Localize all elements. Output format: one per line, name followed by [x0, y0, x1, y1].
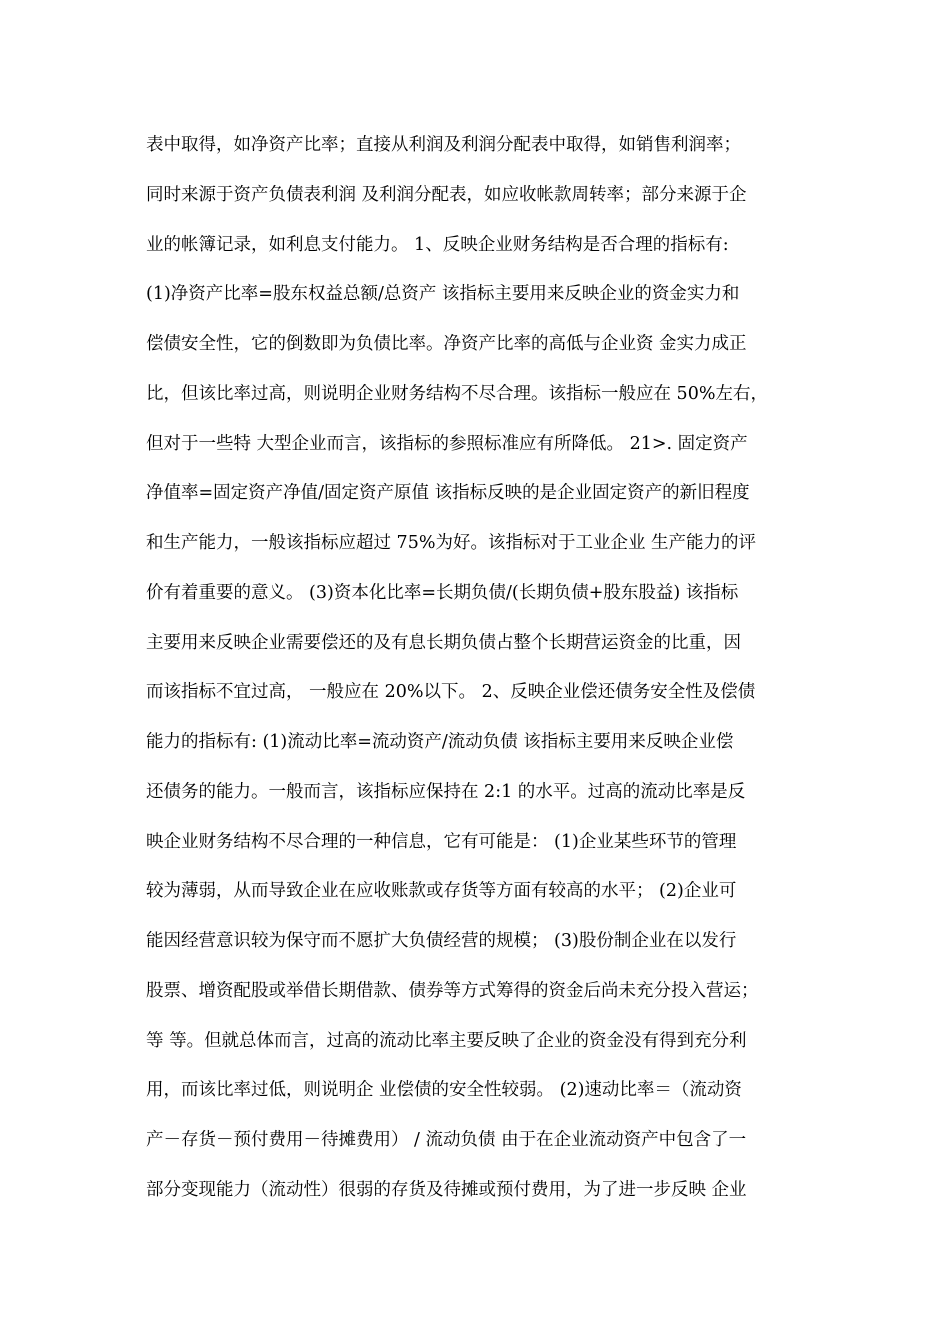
text-line-9: 和生产能力，一般该指标应超过 75%为好。该指标对于工业企业 生产能力的评 [146, 533, 757, 553]
text-line-10: 价有着重要的意义。 (3)资本化比率=长期负债/(长期负债+股东股益) 该指标 [146, 582, 739, 603]
text-line-21: 产－存货－预付费用－待摊费用） / 流动负债 由于在企业流动资产中包含了一 [146, 1130, 747, 1150]
text-line-11: 主要用来反映企业需要偿还的及有息长期负债占整个长期营运资金的比重，因 [146, 632, 741, 653]
text-line-2: 同时来源于资产负债表利润 及利润分配表，如应收帐款周转率；部分来源于企 [146, 184, 747, 205]
text-line-5: 偿债安全性，它的倒数即为负债比率。净资产比率的高低与企业资 金实力成正 [146, 334, 747, 354]
text-line-16: 较为薄弱，从而导致企业在应收账款或存货等方面有较高的水平； (2)企业可 [146, 881, 737, 902]
text-line-19: 等 等。但就总体而言，过高的流动比率主要反映了企业的资金没有得到充分利 [146, 1030, 747, 1051]
text-line-7: 但对于一些特 大型企业而言，该指标的参照标准应有所降低。 21>. 固定资产 [146, 433, 748, 454]
body-text [146, 121, 806, 1216]
text-line-22: 部分变现能力（流动性）很弱的存货及待摊或预付费用，为了进一步反映 企业 [146, 1179, 747, 1200]
text-line-3: 业的帐簿记录，如利息支付能力。 1、反映企业财务结构是否合理的指标有: [146, 234, 729, 255]
text-line-17: 能因经营意识较为保守而不愿扩大负债经营的规模； (3)股份制企业在以发行 [146, 931, 737, 951]
text-line-1: 表中取得，如净资产比率；直接从利润及利润分配表中取得，如销售利润率； [146, 135, 741, 155]
text-line-13: 能力的指标有: (1)流动比率=流动资产/流动负债 该指标主要用来反映企业偿 [146, 732, 734, 752]
text-line-4: (1)净资产比率=股东权益总额/总资产 该指标主要用来反映企业的资金实力和 [146, 284, 740, 305]
text-line-18: 股票、增资配股或举借长期借款、债券等方式筹得的资金后尚未充分投入营运； [146, 980, 759, 1001]
text-line-12: 而该指标不宜过高， 一般应在 20%以下。 2、反映企业偿还债务安全性及偿债 [146, 682, 756, 703]
text-line-6: 比，但该比率过高，则说明企业财务结构不尽合理。该指标一般应在 50%左右， [146, 383, 768, 404]
text-line-14: 还债务的能力。一般而言，该指标应保持在 2:1 的水平。过高的流动比率是反 [146, 781, 746, 802]
text-line-20: 用，而该比率过低，则说明企 业偿债的安全性较弱。 (2)速动比率＝（流动资 [146, 1080, 742, 1101]
text-line-8: 净值率=固定资产净值/固定资产原值 该指标反映的是企业固定资产的新旧程度 [146, 483, 750, 504]
text-line-15: 映企业财务结构不尽合理的一种信息，它有可能是： (1)企业某些环节的管理 [146, 831, 737, 852]
